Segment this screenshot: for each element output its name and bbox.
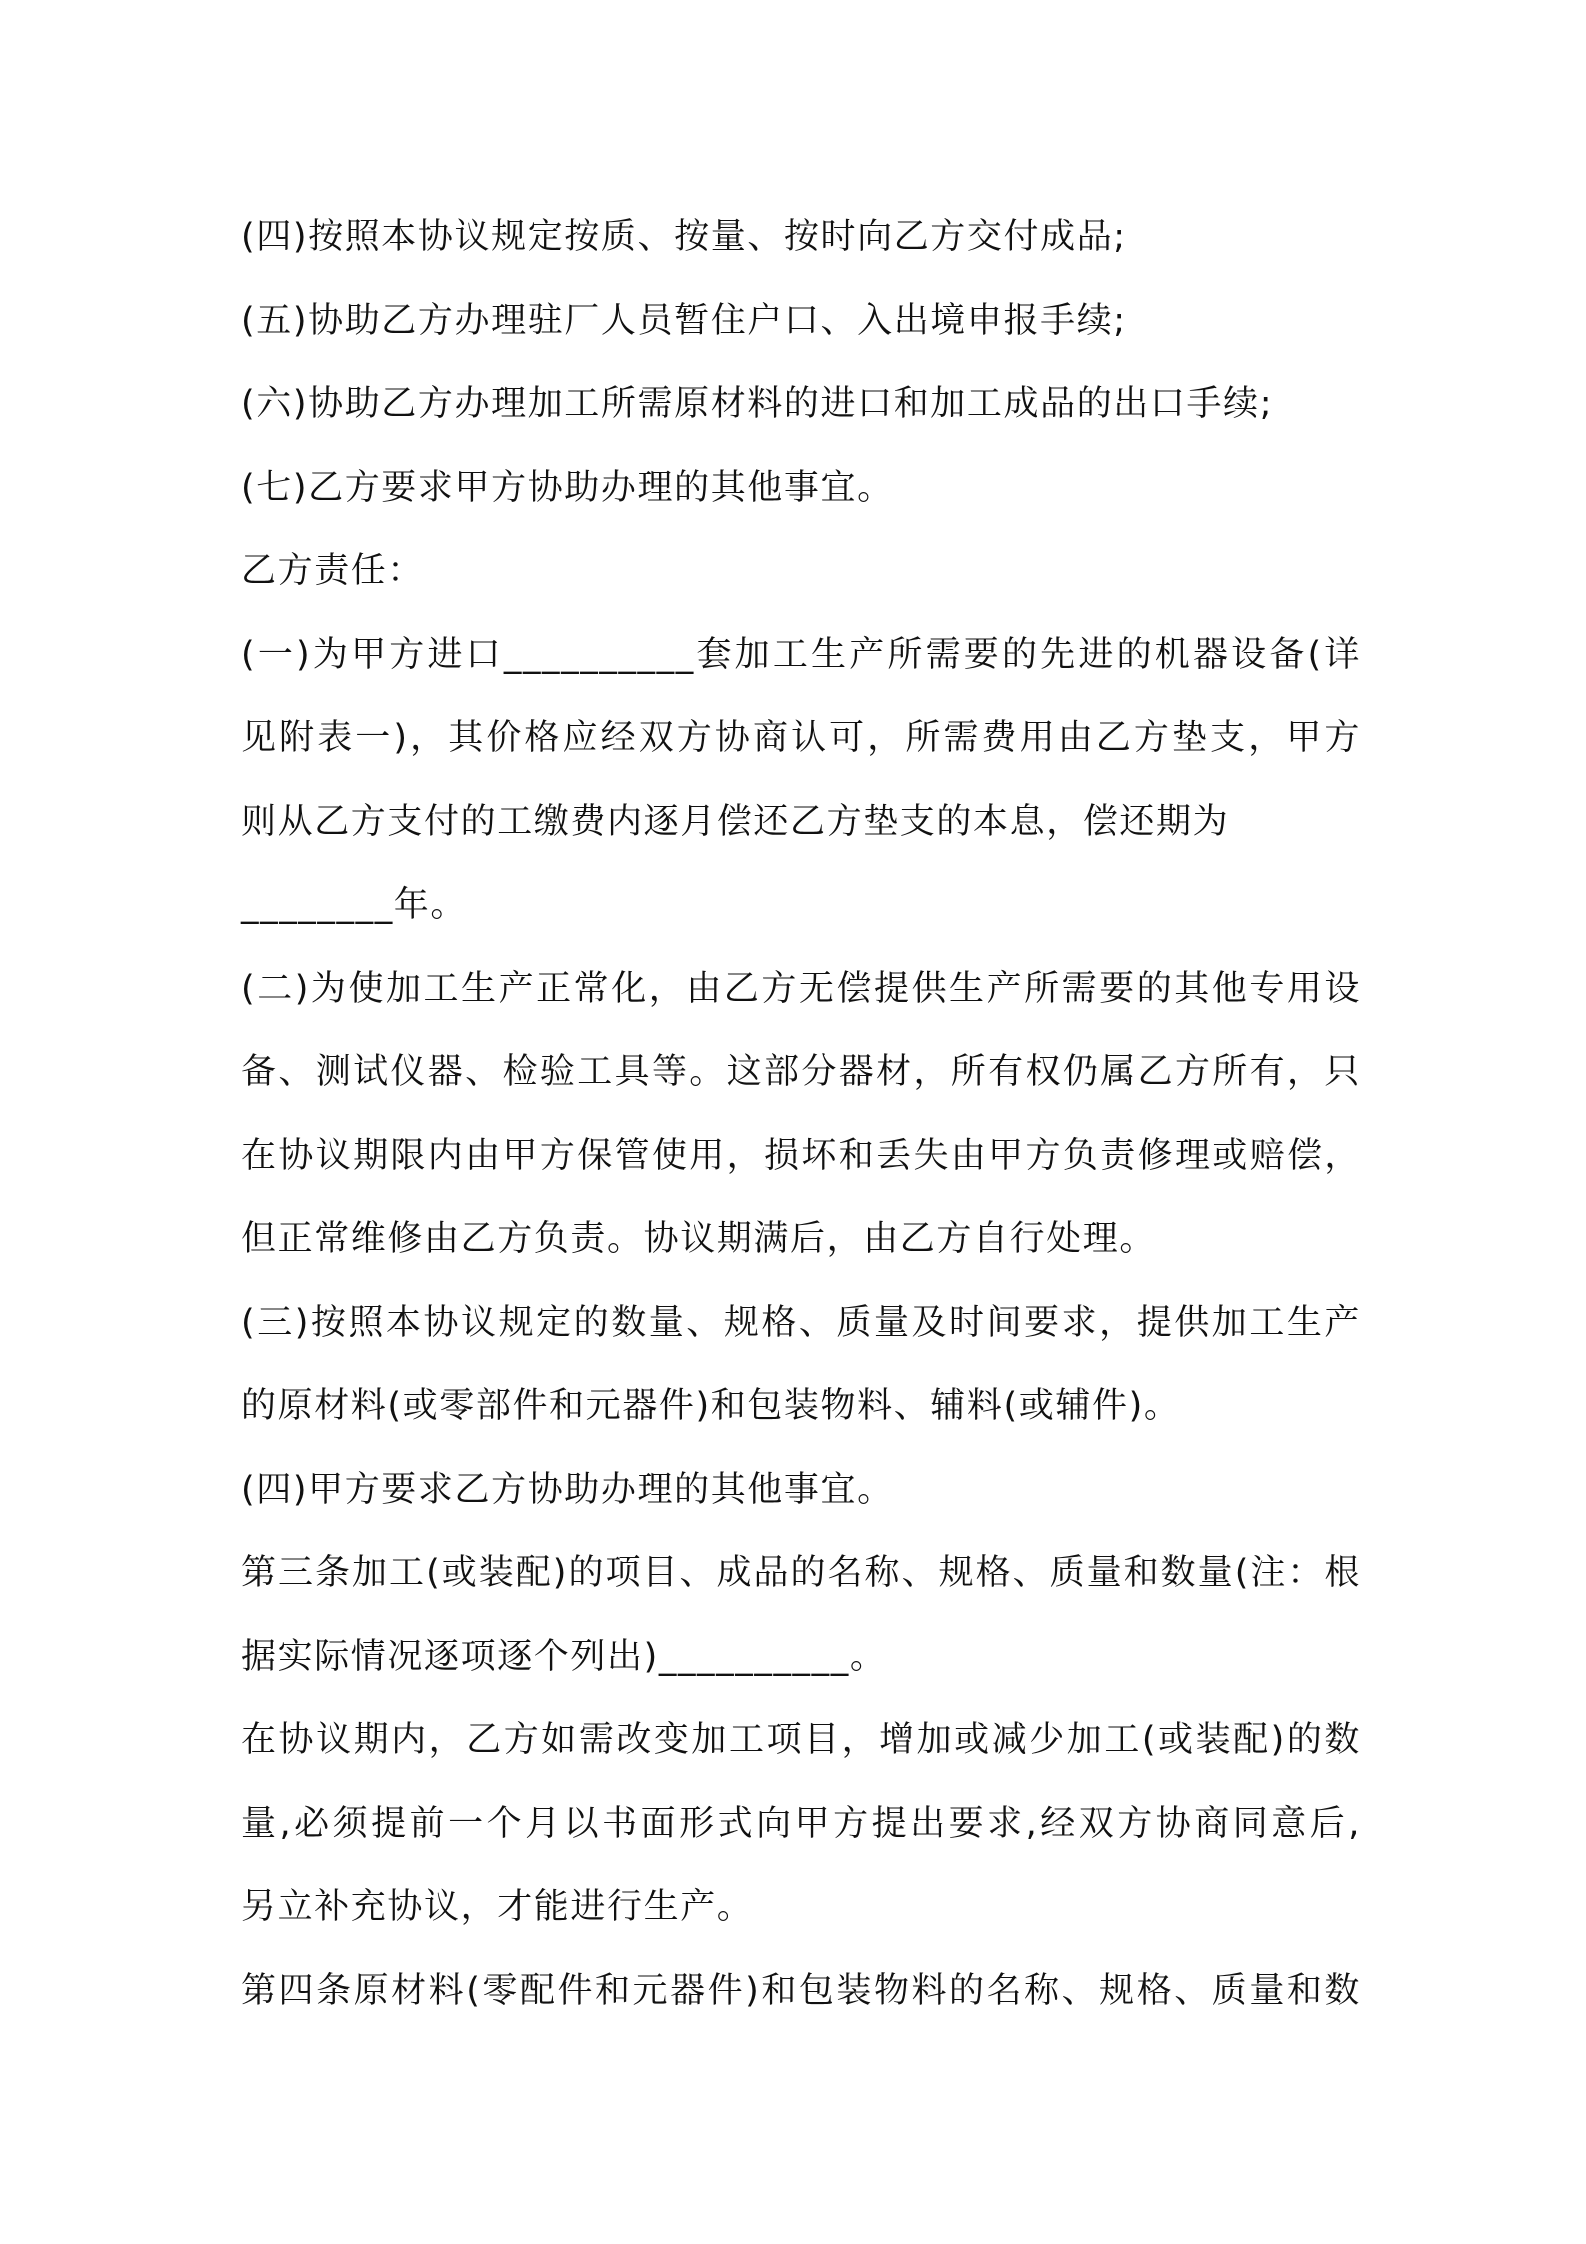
clause-line: 在协议期限内由甲方保管使用，损坏和丢失由甲方负责修理或赔偿， (241, 1135, 1361, 1176)
article-line: 据实际情况逐项逐个列出)__________。 (241, 1636, 887, 1677)
clause-line: 见附表一)，其价格应经双方协商认可，所需费用由乙方垫支，甲方 (241, 718, 1361, 758)
clause-line: (五)协助乙方办理驻厂人员暂住户口、入出境申报手续; (241, 300, 1127, 341)
article-line: 第四条原材料(零配件和元器件)和包装物料的名称、规格、质量和数 (241, 1970, 1361, 2011)
clause-line: (四)甲方要求乙方协助办理的其他事宜。 (241, 1469, 894, 1510)
clause-line: (三)按照本协议规定的数量、规格、质量及时间要求，提供加工生产 (241, 1302, 1361, 1343)
clause-line: (六)协助乙方办理加工所需原材料的进口和加工成品的出口手续; (241, 384, 1274, 424)
document-body (241, 196, 1361, 2033)
clause-line: (七)乙方要求甲方协助办理的其他事宜。 (241, 467, 894, 508)
clause-line: ________年。 (241, 885, 468, 925)
clause-line: 的原材料(或零部件和元器件)和包装物料、辅料(或辅件)。 (241, 1386, 1181, 1426)
paragraph-line: 在协议期内，乙方如需改变加工项目，增加或减少加工(或装配)的数 (241, 1720, 1361, 1760)
clause-line: 则从乙方支付的工缴费内逐月偿还乙方垫支的本息，偿还期为 (241, 801, 1230, 842)
paragraph-line: 另立补充协议，才能进行生产。 (241, 1887, 754, 1927)
clause-line: (一)为甲方进口__________套加工生产所需要的先进的机器设备(详 (241, 634, 1361, 675)
section-heading: 乙方责任： (241, 551, 425, 591)
paragraph-line: 量,必须提前一个月以书面形式向甲方提出要求,经双方协商同意后, (241, 1803, 1361, 1844)
clause-line: 但正常维修由乙方负责。协议期满后，由乙方自行处理。 (241, 1219, 1157, 1259)
clause-line: (四)按照本协议规定按质、按量、按时向乙方交付成品; (241, 217, 1127, 257)
clause-line: (二)为使加工生产正常化，由乙方无偿提供生产所需要的其他专用设 (241, 968, 1361, 1009)
article-line: 第三条加工(或装配)的项目、成品的名称、规格、质量和数量(注：根 (241, 1553, 1361, 1593)
clause-line: 备、测试仪器、检验工具等。这部分器材，所有权仍属乙方所有，只 (241, 1052, 1361, 1092)
